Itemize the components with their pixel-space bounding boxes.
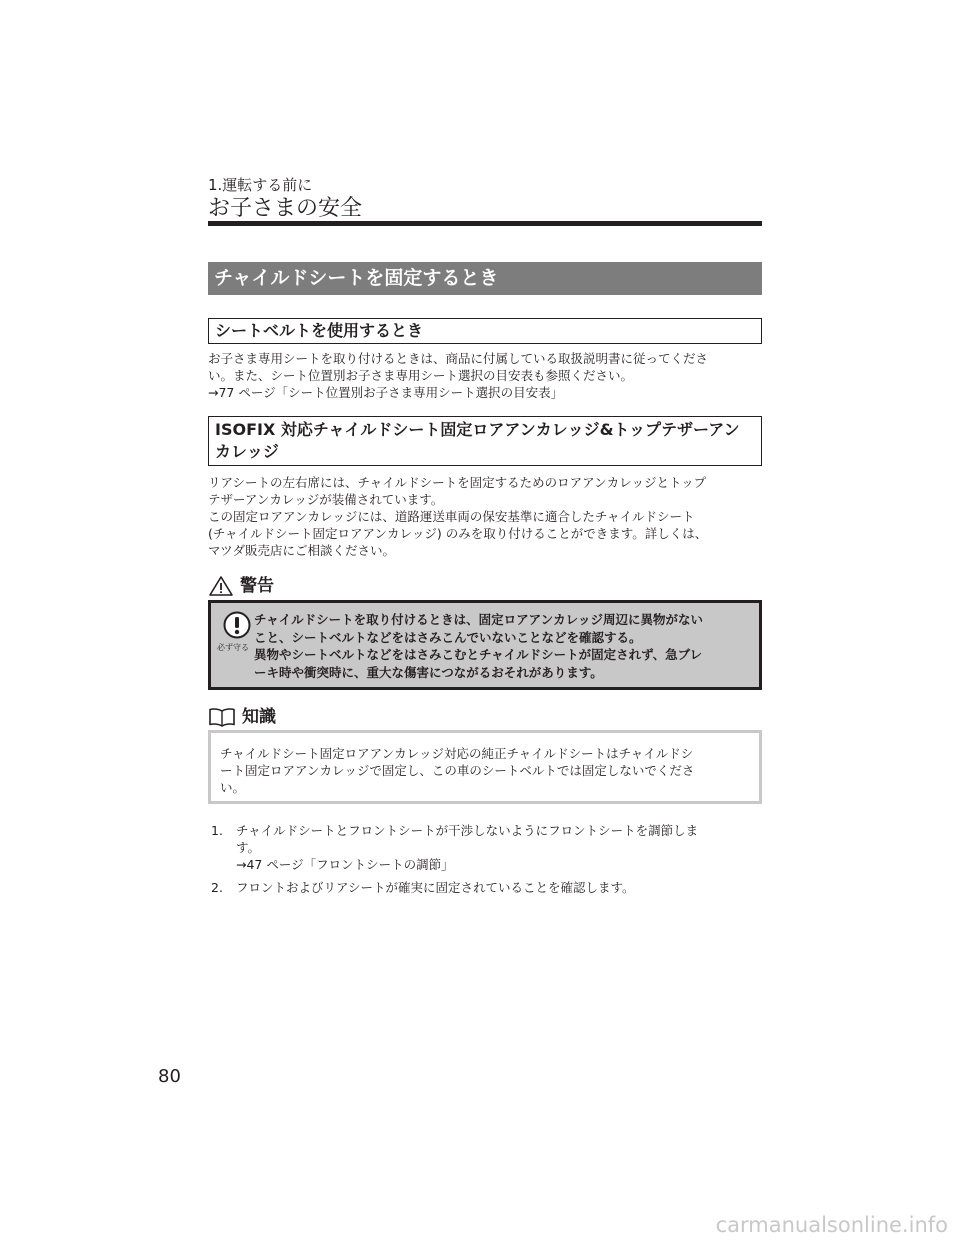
page-number: 80 [158, 1066, 181, 1087]
paragraph-line: テザーアンカレッジが装備されています。 [208, 492, 444, 507]
step-item [208, 879, 698, 896]
warning-text [254, 611, 703, 681]
step-list [208, 822, 698, 902]
book-icon [208, 707, 236, 727]
warning-heading [208, 575, 274, 597]
title-rule [208, 221, 762, 226]
info-line: ート固定ロアアンカレッジで固定し、この車のシートベルトでは固定しないでくださ [220, 763, 695, 778]
info-box [208, 730, 762, 804]
warning-line: こと、シートベルトなどをはさみこんでいないことなどを確認する。 [254, 629, 642, 645]
step-number: 2. [211, 880, 223, 895]
paragraph-line: (チャイルドシート固定ロアアンカレッジ) のみを取り付けることができます。詳しくは、 [208, 526, 708, 541]
step-item [208, 822, 698, 873]
info-line: い。 [220, 780, 246, 795]
step-line: フロントおよびリアシートが確実に固定されていることを確認します。 [236, 880, 635, 895]
paragraph-line: マツダ販売店にご相談ください。 [208, 543, 396, 558]
warning-box [208, 600, 762, 690]
warning-triangle-icon [208, 575, 234, 597]
info-line: チャイルドシート固定ロアアンカレッジ対応の純正チャイルドシートはチャイルドシ [220, 746, 694, 761]
warning-line: 異物やシートベルトなどをはさみこむとチャイルドシートが固定されず、急ブレ [254, 647, 703, 662]
step-line: す。 [236, 840, 261, 855]
watermark: carmanualsonline.info [715, 1213, 948, 1237]
seatbelt-paragraph [208, 350, 768, 401]
paragraph-line: リアシートの左右席には、チャイルドシートを固定するためのロアアンカレッジとトップ [208, 475, 707, 490]
warning-line: チャイルドシートを取り付けるときは、固定ロアアンカレッジ周辺に異物がない [254, 612, 704, 627]
paragraph-line: い。また、シート位置別お子さま専用シート選択の目安表も参照ください。 [208, 368, 634, 383]
info-heading [208, 706, 276, 728]
isofix-paragraph [208, 474, 768, 559]
isofix-subheading [208, 416, 762, 466]
section-title: お子さまの安全 [208, 196, 363, 221]
step-number: 1. [211, 823, 223, 838]
info-text [220, 745, 694, 796]
seatbelt-subheading: シートベルトを使用するとき [208, 318, 762, 344]
mandatory-icon [223, 611, 251, 639]
mandatory-icon-label: 必ず守る [217, 643, 249, 652]
main-heading: チャイルドシートを固定するとき [208, 262, 762, 295]
subheading-line: カレッジ [215, 442, 279, 461]
warning-line: ーキ時や衝突時に、重大な傷害につながるおそれがあります。 [254, 664, 603, 680]
paragraph-line: この固定ロアアンカレッジには、道路運送車両の保安基準に適合したチャイルドシート [208, 509, 695, 524]
page-reference-link[interactable]: →77 ページ「シート位置別お子さま専用シート選択の目安表」 [208, 385, 564, 400]
paragraph-line: お子さま専用シートを取り付けるときは、商品に付属している取扱説明書に従ってくださ [208, 351, 709, 366]
step-line: チャイルドシートとフロントシートが干渉しないようにフロントシートを調節しま [236, 823, 699, 838]
chapter-label: 1.運転する前に [208, 176, 313, 194]
page-reference-link[interactable]: →47 ページ「フロントシートの調節」 [236, 857, 454, 872]
subheading-line: ISOFIX 対応チャイルドシート固定ロアアンカレッジ&トップテザーアン [215, 420, 740, 439]
info-label: 知識 [242, 707, 276, 727]
warning-label: 警告 [240, 576, 274, 596]
